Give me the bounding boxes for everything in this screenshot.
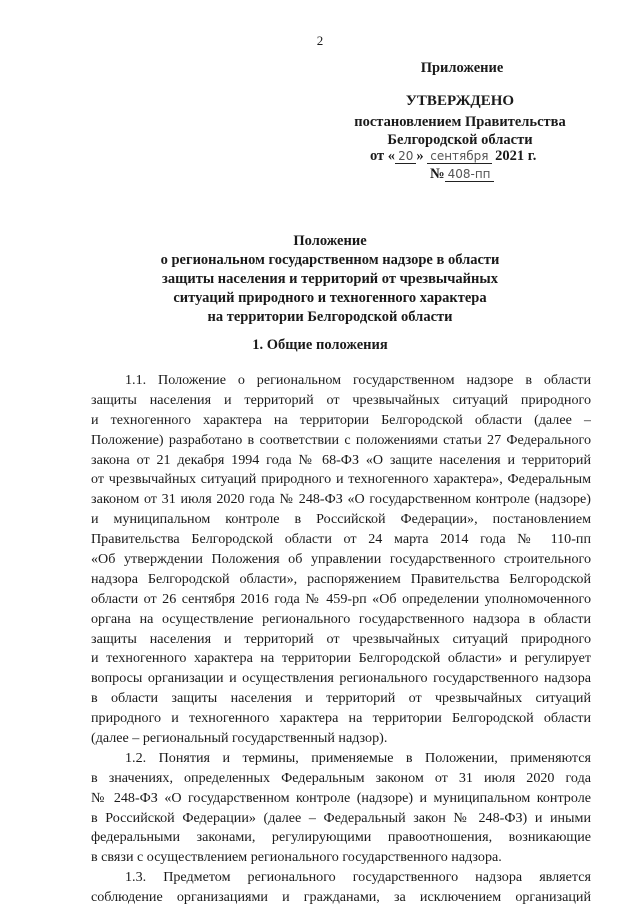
text-line: 1.2. Понятия и термины, применяемые в Положении, применяются [125, 749, 591, 766]
title-line: на территории Белгородской области [207, 309, 453, 325]
approval-number [430, 166, 494, 183]
text-line: № 248-ФЗ «О государственном контроле (надзоре) и муниципальном контроле [91, 789, 591, 806]
text-line: в значениях, определенных Федеральным законом от 31 июля 2020 года [91, 769, 591, 786]
text-line: Положение) разработано в соответствии с положениями статьи 27 Федерального [91, 431, 591, 448]
page-number: 2 [316, 33, 324, 48]
text-line: надзора Белгородской области», распоряжением Правительства Белгородской [91, 570, 591, 587]
text-line: и техногенного характера на территории Белгородской области» и регулирует [91, 650, 591, 667]
text-line: природного и техногенного характера на территории Белгородской области [91, 710, 591, 727]
text-line: федеральными законами, регулирующими правоотношения, возникающие [91, 829, 591, 846]
approved-by-block [325, 113, 595, 149]
number-value: 408-пп [445, 167, 494, 182]
text-line: защиты населения и территорий от чрезвычайных ситуаций природного [91, 630, 591, 647]
text-line: и техногенного характера на территории Белгородской области (далее – [91, 411, 591, 428]
text-line: в связи с осуществлением регионального государственного надзора. [91, 849, 502, 866]
text-line: законом от 31 июля 2020 года № 248-ФЗ «О государственном контроле (надзоре) [91, 491, 591, 508]
number-prefix: № [430, 166, 445, 182]
text-line: закона от 21 декабря 1994 года № 68-ФЗ «О защите населения и территорий [91, 451, 591, 468]
date-day: 20 [395, 149, 416, 164]
text-line: от чрезвычайных ситуаций природного и техногенного характера», Федеральным [91, 471, 591, 488]
title-line: о региональном государственном надзоре в области [160, 252, 500, 268]
text-line: «Об утверждении Положения об управлении государственного строительного [91, 551, 591, 568]
text-line: органа на осуществление регионального государственного надзора в области [91, 610, 591, 627]
text-line: защиты населения и территорий от чрезвычайных ситуаций природного [91, 391, 591, 408]
appendix-label: Приложение [420, 60, 504, 76]
approved-stamp-title: УТВЕРЖДЕНО [405, 93, 515, 109]
text-line: вопросы организации и осуществления регионального государственного надзора [91, 670, 591, 687]
date-month: сентября [427, 149, 491, 164]
text-line: и муниципальном контроле в Российской Федерации», постановлением [91, 511, 591, 528]
text-line: в Российской Федерации» (далее – Федеральный закон № 248-ФЗ) и иными [91, 809, 591, 826]
body-text [91, 371, 591, 908]
text-line: соблюдение организациями и гражданами, за исключением организаций [91, 889, 591, 906]
approved-by-region: Белгородской области [387, 132, 533, 148]
text-line: 1.3. Предметом регионального государственного надзора является [125, 869, 591, 886]
date-year: 2021 г. [495, 148, 537, 164]
text-line: 1.1. Положение о региональном государственном надзоре в области [125, 372, 591, 388]
date-prefix: от « [370, 148, 396, 164]
approval-date: от « 20 » сентября 2021 г. [370, 148, 537, 164]
title-line: защиты населения и территорий от чрезвычайных [162, 271, 498, 287]
title-line: ситуаций природного и техногенного характера [173, 290, 487, 306]
approved-by-line: постановлением Правительства [354, 114, 566, 130]
title-line: Положение [293, 233, 367, 249]
document-title [100, 232, 560, 327]
section-heading: 1. Общие положения [252, 337, 388, 353]
text-line: (далее – региональный государственный надзор). [91, 730, 388, 747]
text-line: в области защиты населения и территорий от чрезвычайных ситуаций [91, 690, 591, 707]
text-line: Правительства Белгородской области от 24 марта 2014 года № 110-пп [91, 531, 591, 548]
text-line: области от 26 сентября 2016 года № 459-рп «Об определении уполномоченного [91, 590, 591, 607]
